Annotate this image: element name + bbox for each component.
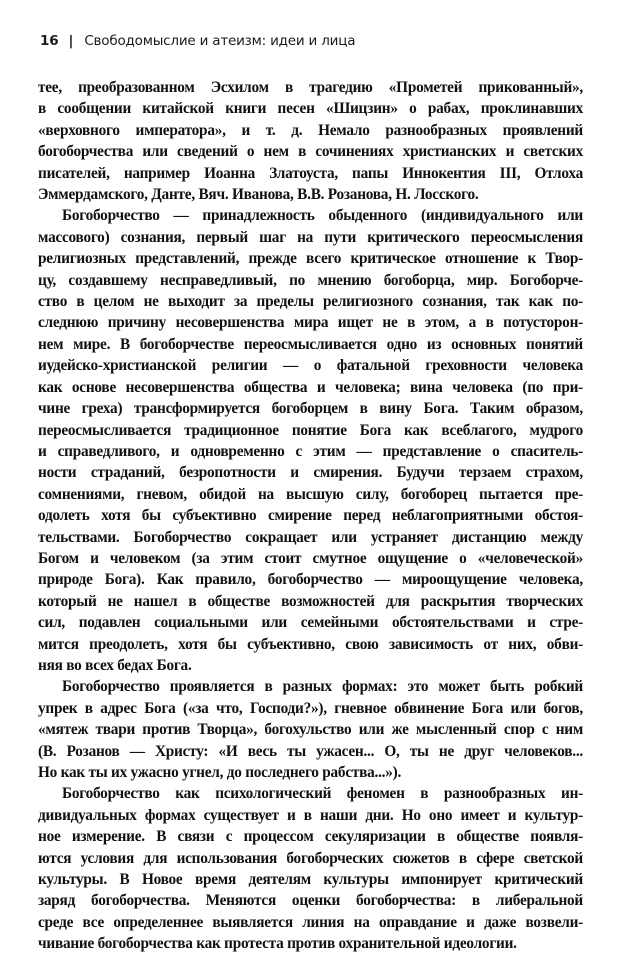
text-line: мится преодолеть, хотя бы субъективно, свою зависимость от них, обви- bbox=[38, 635, 583, 653]
page-number: 16 bbox=[40, 33, 59, 49]
body-text bbox=[38, 77, 583, 955]
text-line: в сообщении китайской книги песен «Шицзин» о рабах, проклинавших bbox=[38, 100, 583, 118]
text-line: писателей, например Иоанна Златоуста, папы Иннокентия III, Отлоха bbox=[38, 164, 583, 182]
text-line: который не нашел в обществе возможностей для раскрытия творческих bbox=[38, 592, 583, 610]
text-line: массового) сознания, первый шаг на пути критического переосмысления bbox=[38, 228, 583, 246]
text-line: Эммердамского, Данте, Вяч. Иванова, В.В. Розанова, Н. Лосского. bbox=[38, 186, 479, 204]
text-line: нем мире. В богоборчестве переосмысливается одно из основных понятий bbox=[38, 335, 583, 353]
text-line: ное измерение. В связи с процессом секуляризации в обществе появля- bbox=[38, 828, 583, 846]
text-line: религиозных представлений, прежде всего критическое отношение к Твор- bbox=[38, 250, 583, 268]
text-line: культуры. В Новое время деятелям культуры импонирует критический bbox=[38, 871, 583, 889]
text-line: одолеть хотя бы субъективно смирение перед неблагоприятными обстоя- bbox=[38, 507, 583, 525]
text-line: сомнениями, гневом, обидой на высшую силу, богоборец пытается пре- bbox=[38, 485, 583, 503]
text-line: ство в целом не выходит за пределы религиозного сознания, так как по- bbox=[38, 293, 583, 311]
running-title: Свободомыслие и атеизм: идеи и лица bbox=[84, 33, 356, 49]
text-line: Богоборчество проявляется в разных формах: это может быть робкий bbox=[62, 678, 583, 696]
text-line: Богоборчество как психологический феномен в разнообразных ин- bbox=[62, 785, 583, 803]
text-line: Богоборчество — принадлежность обыденного (индивидуального или bbox=[62, 207, 583, 225]
text-line: дивидуальных формах существует и в наши дни. Но оно имеет и культур- bbox=[38, 806, 583, 824]
text-line: как основе несовершенства общества и человека; вина человека (по при- bbox=[38, 378, 583, 396]
text-line: среде все определеннее выявляется линия на оправдание и даже возвели- bbox=[38, 913, 583, 931]
text-line: тельствами. Богоборчество сокращает или устраняет дистанцию между bbox=[38, 528, 583, 546]
text-line: упрек в адрес Бога («за что, Господи?»), гневное обвинение Бога или богов, bbox=[38, 699, 583, 717]
text-line: сил, подавлен социальными или семейными обстоятельствами и стре- bbox=[38, 614, 583, 632]
text-line: чивание богоборчества как протеста против охранительной идеологии. bbox=[38, 935, 517, 953]
text-line: следнюю причину несовершенства мира ищет не в этом, а в потусторон- bbox=[38, 314, 583, 332]
text-line: природе Бога). Как правило, богоборчество — мироощущение человека, bbox=[38, 571, 583, 589]
text-line: «верховного императора», и т. д. Немало разнообразных проявлений bbox=[38, 121, 583, 139]
text-line: богоборчества или сведений о нем в сочинениях христианских и светских bbox=[38, 143, 583, 161]
text-line: и справедливого, и одновременно с этим — представление о спаситель- bbox=[38, 442, 583, 460]
text-line: цу, создавшему несправедливый, по мнению богоборца, мир. Богоборче- bbox=[38, 271, 583, 289]
text-line: Богом и человеком (за этим стоит смутное ощущение о «человеческой» bbox=[38, 549, 583, 567]
text-line: переосмысливается традиционное понятие Бога как всеблагого, мудрого bbox=[38, 421, 583, 439]
text-line: няя во всех бедах Бога. bbox=[38, 656, 192, 674]
text-line: иудейско-христианской религии — о фатальной греховности человека bbox=[38, 357, 583, 375]
text-line: заряд богоборчества. Меняются оценки богоборчества: в либеральной bbox=[38, 892, 583, 910]
text-line: чине греха) трансформируется богоборцем в вину Бога. Таким образом, bbox=[38, 400, 583, 418]
text-line: тее, преобразованном Эсхилом в трагедию «Прометей прикованный», bbox=[38, 79, 583, 96]
text-line: «мятеж твари против Творца», богохульство или же мысленный спор с ним bbox=[38, 721, 583, 739]
text-line: ности страданий, безропотности и смирения. Будучи терзаем страхом, bbox=[38, 464, 583, 482]
text-line: ются условия для использования богоборческих сюжетов в сфере светской bbox=[38, 849, 583, 867]
running-head-separator: | bbox=[68, 33, 74, 49]
text-line: Но как ты их ужасно угнел, до последнего рабства...»). bbox=[38, 764, 402, 781]
running-head bbox=[40, 33, 355, 49]
text-line: (В. Розанов — Христу: «И весь ты ужасен... О, ты не друг человеков... bbox=[38, 742, 583, 760]
